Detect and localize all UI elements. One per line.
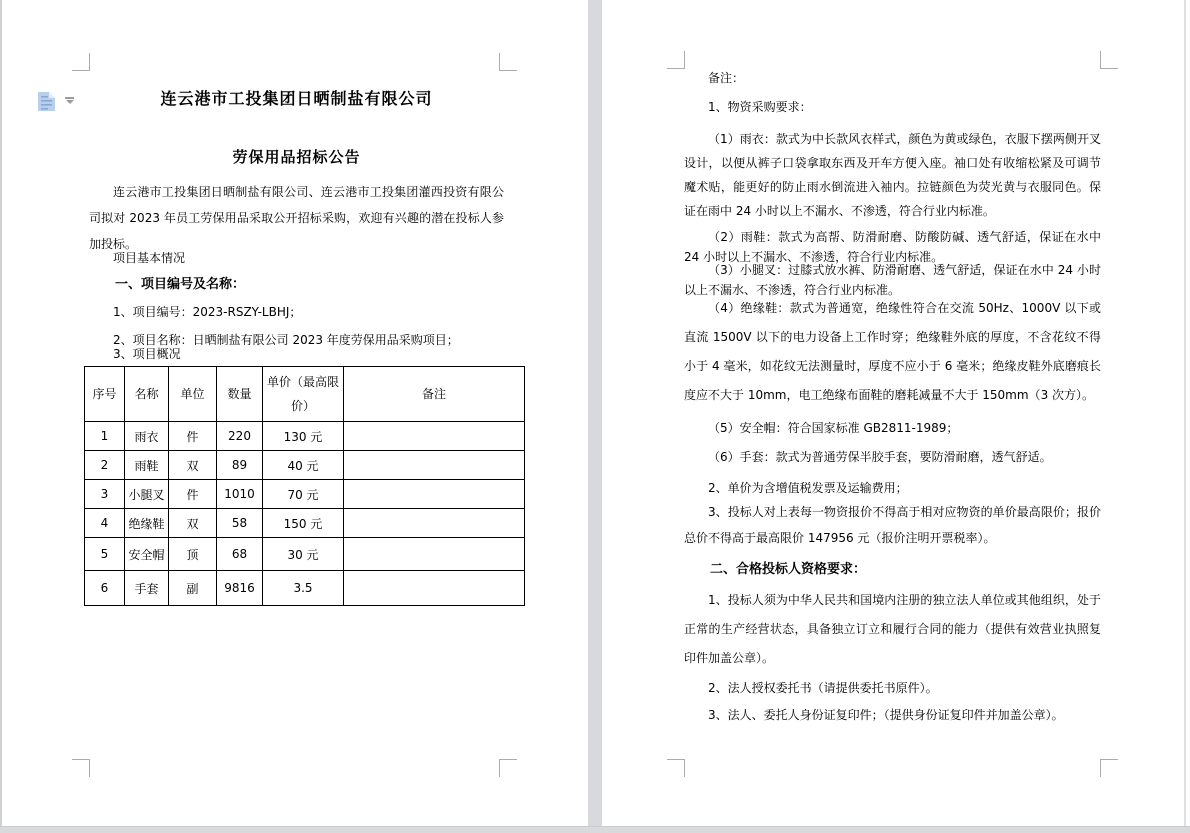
price-tax-note: 2、单价为含增值税发票及运输费用； xyxy=(708,481,908,495)
purchase-requirements-heading: 1、物资采购要求： xyxy=(708,100,812,114)
table-cell: 绝缘鞋 xyxy=(125,509,169,538)
table-cell: 副 xyxy=(169,571,217,606)
requirement-gloves: （6）手套：款式为普通劳保半胶手套，要防滑耐磨，透气舒适。 xyxy=(708,450,1052,464)
crop-mark-bottom-right-icon xyxy=(1100,759,1118,777)
table-row xyxy=(85,451,525,480)
crop-mark-top-right-icon xyxy=(499,53,517,71)
requirement-helmet: （5）安全帽：符合国家标准 GB2811-1989； xyxy=(708,421,959,435)
crop-mark-bottom-left-icon xyxy=(72,759,90,777)
table-cell: 30 元 xyxy=(263,538,344,571)
table-header-cell: 序号 xyxy=(85,367,125,422)
table-cell: 件 xyxy=(169,422,217,451)
requirement-waders: （3）小腿叉：过膝式放水裤、防滑耐磨、透气舒适，保证在水中 24 小时以上不漏水、不渗透，符合行业内标准。 xyxy=(684,263,1101,297)
table-cell: 件 xyxy=(169,480,217,509)
table-cell: 3.5 xyxy=(263,571,344,606)
table-cell: 68 xyxy=(217,538,263,571)
table-cell xyxy=(344,571,525,606)
requirement-insulated-shoes: （4）绝缘鞋：款式为普通宽，绝缘性符合在交流 50Hz、1000V 以下或直流 1500V 以下的电力设备上工作时穿；绝缘鞋外底的厚度，不含花纹不得小于 4 毫米，如花纹无法测量时，厚度不应小于 6 毫米；绝缘皮鞋外底磨痕长度应不大于 10mm，电工绝缘布面鞋的磨耗减量不大于 150mm（3 次方）。 xyxy=(684,301,1101,402)
chevron-down-icon[interactable] xyxy=(65,97,75,105)
document-subtitle: 劳保用品招标公告 xyxy=(232,148,361,166)
table-cell: 5 xyxy=(85,538,125,571)
table-cell: 3 xyxy=(85,480,125,509)
price-cap-note: 3、投标人对上表每一物资报价不得高于相对应物资的单价最高限价；报价总价不得高于最高限价 147956 元（报价注明开票税率）。 xyxy=(684,505,1101,545)
table-cell: 1010 xyxy=(217,480,263,509)
table-cell: 89 xyxy=(217,451,263,480)
table-header-cell: 单价（最高限价） xyxy=(263,367,344,422)
crop-mark-bottom-left-icon xyxy=(667,759,685,777)
window-left-border xyxy=(0,0,2,827)
table-cell: 58 xyxy=(217,509,263,538)
table-cell xyxy=(344,451,525,480)
table-cell: 2 xyxy=(85,451,125,480)
table-cell: 6 xyxy=(85,571,125,606)
project-name-line: 2、项目名称：日晒制盐有限公司 2023 年度劳保用品采购项目； xyxy=(113,333,459,347)
table-row xyxy=(85,538,525,571)
qualification-id-copies: 3、法人、委托人身份证复印件；（提供身份证复印件并加盖公章）。 xyxy=(708,708,1064,722)
section1-heading: 一、项目编号及名称： xyxy=(115,277,246,292)
requirement-rainboots: （2）雨鞋：款式为高帮、防滑耐磨、防酸防碱、透气舒适，保证在水中 24 小时以上不漏水、不渗透，符合行业内标准。 xyxy=(684,230,1101,264)
spec-table-body xyxy=(85,422,525,606)
basic-info-label: 项目基本情况 xyxy=(113,251,186,265)
table-cell: 220 xyxy=(217,422,263,451)
table-cell: 40 元 xyxy=(263,451,344,480)
table-cell: 双 xyxy=(169,509,217,538)
table-cell: 手套 xyxy=(125,571,169,606)
table-cell xyxy=(344,480,525,509)
qualification-authorization: 2、法人授权委托书（请提供委托书原件）。 xyxy=(708,681,938,695)
crop-mark-top-right-icon xyxy=(1100,51,1118,69)
crop-mark-top-left-icon xyxy=(667,51,685,69)
table-row xyxy=(85,509,525,538)
table-header-cell: 单位 xyxy=(169,367,217,422)
table-cell xyxy=(344,538,525,571)
table-header-cell: 名称 xyxy=(125,367,169,422)
paste-options-icon xyxy=(37,91,56,116)
table-cell: 安全帽 xyxy=(125,538,169,571)
table-cell: 顶 xyxy=(169,538,217,571)
page-gap xyxy=(588,0,602,827)
table-header-row xyxy=(85,367,525,422)
project-number-line: 1、项目编号：2023-RSZY-LBHJ； xyxy=(113,305,302,319)
table-header-cell: 备注 xyxy=(344,367,525,422)
table-cell: 130 元 xyxy=(263,422,344,451)
crop-mark-bottom-right-icon xyxy=(499,759,517,777)
qualification-legal-entity: 1、投标人须为中华人民共和国境内注册的独立法人单位或其他组织，处于正常的生产经营状态，具备独立订立和履行合同的能力（提供有效营业执照复印件加盖公章）。 xyxy=(684,593,1101,665)
notes-label: 备注： xyxy=(708,71,745,85)
table-cell: 小腿叉 xyxy=(125,480,169,509)
spec-table xyxy=(84,366,525,606)
window-right-border xyxy=(1184,0,1186,827)
table-cell: 雨鞋 xyxy=(125,451,169,480)
requirement-raincoat: （1）雨衣：款式为中长款风衣样式，颜色为黄或绿色，衣服下摆两侧开叉设计，以便从裤子口袋拿取东西及开车方便入座。袖口处有收缩松紧及可调节魔术贴，能更好的防止雨水倒流进入袖内。拉链颜色为荧光黄与衣服同色。保证在雨中 24 小时以上不漏水、不渗透，符合行业内标准。 xyxy=(684,132,1101,218)
table-cell xyxy=(344,422,525,451)
table-row xyxy=(85,422,525,451)
page-1 xyxy=(2,0,588,827)
table-cell: 70 元 xyxy=(263,480,344,509)
crop-mark-top-left-icon xyxy=(72,53,90,71)
table-cell: 4 xyxy=(85,509,125,538)
table-cell: 雨衣 xyxy=(125,422,169,451)
table-cell: 9816 xyxy=(217,571,263,606)
project-overview-label: 3、项目概况 xyxy=(113,347,181,361)
table-row xyxy=(85,480,525,509)
table-header-cell: 数量 xyxy=(217,367,263,422)
table-cell xyxy=(344,509,525,538)
bidder-qualification-heading: 二、合格投标人资格要求： xyxy=(710,562,867,577)
page-2 xyxy=(602,0,1184,827)
intro-paragraph: 连云港市工投集团日晒制盐有限公司、连云港市工投集团灌西投资有限公司拟对 2023 年员工劳保用品采取公开招标采购，欢迎有兴趣的潜在投标人参加投标。 xyxy=(89,185,504,251)
table-cell: 150 元 xyxy=(263,509,344,538)
table-cell: 双 xyxy=(169,451,217,480)
document-title: 连云港市工投集团日晒制盐有限公司 xyxy=(160,89,433,108)
table-cell: 1 xyxy=(85,422,125,451)
table-row xyxy=(85,571,525,606)
paste-options-button[interactable] xyxy=(35,90,79,116)
